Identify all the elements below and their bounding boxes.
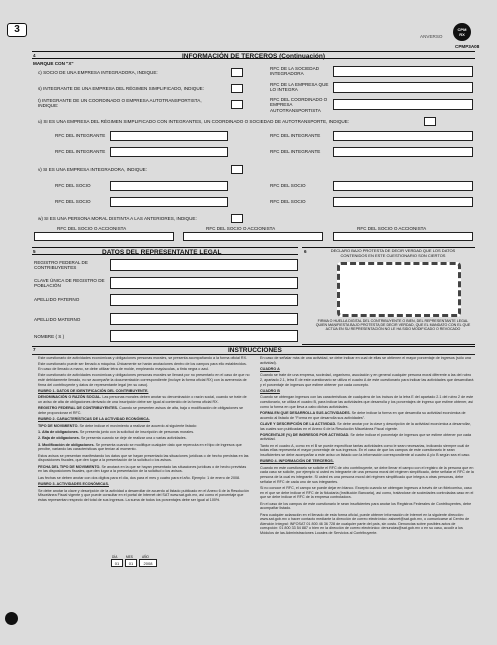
option-s-rfc-field[interactable] <box>333 82 473 93</box>
instruction-paragraph <box>260 513 474 536</box>
instruction-paragraph <box>260 422 474 431</box>
instruction-text: Se debe indicar el porcentaje de ingresos que se estime obtener por cada actividad. <box>260 432 472 442</box>
option-t-label: t) INTEGRANTE DE UN COORDINADO O EMPRESA AUTOTRANSPORTISTA, INDIQUE: <box>38 98 202 109</box>
instruction-paragraph <box>38 443 250 452</box>
instruction-paragraph <box>260 356 474 365</box>
option-c-right-label: RFC DE LA SOCIEDAD INTEGRADORA <box>270 66 320 77</box>
instruction-text: Se presenta cuando se deje de realizar una o varias actividades. <box>79 436 187 441</box>
instruction-paragraph <box>38 424 250 429</box>
instruction-text: Cuando se presenten avisos de alta, baja o modificación de obligaciones se debe proporcionar el RFC. <box>38 406 244 415</box>
instruction-text: Tanto en el cuadro A, como en el B se puede especificar tantas actividades como le sean necesarias, indicando siempre cuál de todas ellas representa el mayor porcentaje de sus ingresos. En el caso de que los campos de este cuestionario le sean insuficientes se debe acompañar a este aviso un listado con la información correspondiente al cuadro A y/o B según sea el caso. <box>260 443 471 458</box>
instruction-term: TIPO DE MOVIMIENTO. <box>38 423 79 428</box>
instruction-text: Las fechas se deben anotar con dos dígitos para el día, dos para el mes y cuatro para el año. Ejemplo: 1 de enero de 2008. <box>38 475 241 480</box>
instruction-text: Este cuestionario de actividades económicas y obligaciones personas morales se llenará por no presentarlo en el caso de que no esté debidamente llenado, no se acompañe la documentación correspondiente (incluye la forma oficial RX) con la avenencia de firma del contribuyente y datos de representante legal (en su caso). <box>38 373 250 387</box>
instructions-right-column <box>260 356 474 645</box>
instruction-term: DENOMINACIÓN O RAZÓN SOCIAL. <box>38 395 102 400</box>
rfc-socio-accionista-field-3[interactable] <box>333 232 473 241</box>
section7-rule <box>32 354 475 355</box>
option-u-label: u) SI ES UNA EMPRESA DEL RÉGIMEN SIMPLIFICADO CON INTEGRANTES, UN COORDINADO O SOCIEDAD DE AUTOTRANSPORTE, INDIQUE: <box>38 119 350 124</box>
instruction-text: Se anotará en la que se hayan presentado las situaciones jurídicas o de hecho previstas en las disposiciones fiscales, que den lugar a la presentación de la solicitud o los avisos. <box>38 464 247 474</box>
rep-nombre-label-visible: NOMBRE ( S ) <box>34 334 65 339</box>
rfc-integrante-field-3[interactable] <box>110 147 228 157</box>
instruction-text: Si no conoce el RFC, el campo se puede dejar en blanco. Excepto cuando se obtengan ingresos a través de un fideicomiso, caso en el que se debe indicar el RFC de la fiduciaria (Institución Bancaria), así como, tratándose de sociedades controladas caso en el que se debe indicar el RFC de la empresa controladora. <box>260 486 474 500</box>
instruction-heading: CUADRO B <box>260 388 280 393</box>
rfc-socio-field-2[interactable] <box>333 181 473 191</box>
rfc-integrante-field-1[interactable] <box>110 131 228 141</box>
instruction-term: CLAVE Y DESCRIPCIÓN DE LA ACTIVIDAD. <box>260 421 337 426</box>
rfc-integrante-label: RFC DEL INTEGRANTE <box>55 149 106 154</box>
rfc-socio-label: RFC DEL SOCIO <box>270 183 306 188</box>
instruction-text: Para cualquier aclaración en el llenado de esta forma oficial, puede obtener información de Internet en la siguiente dirección: www.sat.gob.mx o hacer contacto mediante la dirección de correo electrónico: asisnet@sat.gob.mx, o comunicarse al Centro de Atención Integral: INFOSAT 01 800 46 36 728 de cualquier parte del país, sin costo. Denuncias sobre posibles actos de corrupción: 01 800 33 54 887 o bien en la dirección de correo electrónico: denuncias@sat.gob.mx o en su caso, acudir a los Módulos de las Administraciones Locales de Servicios al Contribuyente. <box>260 512 470 535</box>
section6-number: 6 <box>304 249 307 254</box>
rep-curp-label: CLAVE ÚNICA DE REGISTRO DE POBLACIÓN <box>34 278 105 289</box>
form-code: CPMP3A08 <box>455 44 480 49</box>
mark-with-label: MARQUE CON "X" <box>33 61 74 66</box>
rfc-socio-accionista-label: RFC DEL SOCIO O ACCIONISTA <box>57 226 127 231</box>
form-badge <box>453 23 471 41</box>
page-number-box: 3 <box>7 23 27 37</box>
instruction-term: 1. Alta de obligaciones. <box>38 430 79 435</box>
badge-line2: RX <box>459 32 465 37</box>
rfc-socio-label: RFC DEL SOCIO <box>55 183 91 188</box>
section4-number: 4 <box>33 53 36 58</box>
option-s-checkbox[interactable] <box>231 84 243 93</box>
section5-header <box>32 247 298 255</box>
option-s-label: s) INTEGRANTE DE UNA EMPRESA DEL RÉGIMEN SIMPLIFICADO, INDIQUE: <box>38 86 204 91</box>
instructions-left-column <box>38 356 250 616</box>
instruction-text: En el caso de los campos de este cuestionario le sean insuficientes para anotar los Registros Federales de Contribuyentes, debe acompañar listado. <box>260 501 472 511</box>
instruction-paragraph <box>38 476 250 481</box>
instruction-heading: RUBRO 1. DATOS DE IDENTIFICACIÓN DEL CONTRIBUYENTE. <box>38 388 149 393</box>
anverso-label: ANVERSO <box>420 34 443 39</box>
instruction-paragraph <box>38 373 250 387</box>
date-dia-label: DÍA <box>112 555 118 559</box>
instruction-text: Estos avisos se presentan manifestando los datos que se hayan presentado las situaciones jurídicas o de hecho previstas en las disposiciones fiscales, que den lugar a la presentación de la solicitud o los avisos. <box>38 453 249 463</box>
instruction-text: Las personas morales deben anotar su denominación o razón social, cuando se trate de un aviso de alta de obligaciones derivado de una inscripción debe ser igual al contenido de la forma oficial RX. <box>38 395 247 404</box>
instruction-text: Este cuestionario puede ser llenado a máquina. Únicamente se harán anotaciones dentro de los campos para ello establecidos. En caso de llenado a mano, se debe utilizar letra de molde, empleando mayúsculas, a tinta negra o azul. <box>38 362 247 371</box>
rep-materno-field[interactable] <box>110 313 298 325</box>
instruction-paragraph <box>38 436 250 441</box>
section7-number: 7 <box>33 347 36 352</box>
section5-number: 5 <box>33 249 36 254</box>
instruction-paragraph <box>38 362 250 371</box>
rfc-socio-label: RFC DEL SOCIO <box>55 199 91 204</box>
instruction-paragraph <box>38 356 250 361</box>
registration-dot <box>5 612 18 625</box>
rep-curp-field[interactable] <box>110 277 298 289</box>
section7-title: INSTRUCCIONES <box>228 346 282 354</box>
instruction-paragraph <box>260 433 474 442</box>
rfc-integrante-label: RFC DEL INTEGRANTE <box>55 133 106 138</box>
option-c-rfc-field[interactable] <box>333 66 473 77</box>
instruction-term: REGISTRO FEDERAL DE CONTRIBUYENTES. <box>38 406 119 411</box>
instruction-paragraph <box>260 466 474 484</box>
instruction-paragraph <box>38 489 250 503</box>
section6-declaration: DECLARO BAJO PROTESTA DE DECIR VERDAD QUE LOS DATOS CONTENIDOS EN ESTE CUESTIONARIO SON CIERTOS <box>330 248 456 258</box>
instruction-paragraph <box>38 430 250 435</box>
section4-header <box>32 51 475 59</box>
instruction-paragraph <box>38 454 250 463</box>
option-v-checkbox[interactable] <box>231 165 243 174</box>
instruction-heading: RUBRO 2. CARACTERÍSTICAS DE LA ACTIVIDAD ECONÓMICA. <box>38 417 150 422</box>
date-dia-value: 01 <box>111 559 123 567</box>
rfc-socio-field-3[interactable] <box>110 197 228 207</box>
signature-area[interactable] <box>337 262 461 317</box>
instruction-term: 3. Modificación de obligaciones. <box>38 442 95 447</box>
instruction-paragraph <box>260 486 474 500</box>
option-w-label: w) SI ES UNA PERSONA MORAL DISTINTA A LAS ANTERIORES, INDIQUE: <box>38 216 197 221</box>
rfc-socio-label: RFC DEL SOCIO <box>270 199 306 204</box>
option-w-checkbox[interactable] <box>231 214 243 223</box>
instruction-term: FECHA DEL TIPO DE MOVIMIENTO. <box>38 464 101 469</box>
option-c-checkbox[interactable] <box>231 68 243 77</box>
rfc-socio-field-1[interactable] <box>110 181 228 191</box>
rep-materno-label: APELLIDO MATERNO <box>34 317 81 322</box>
date-anio-label: AÑO <box>142 555 149 559</box>
section4-title: INFORMACIÓN DE TERCEROS (Continuación) <box>182 52 325 60</box>
option-u-checkbox[interactable] <box>424 117 436 126</box>
instruction-text: Se presenta junto con la solicitud de inscripción de personas morales. <box>78 430 195 435</box>
instruction-term: PORCENTAJE (%) DE INGRESOS POR ACTIVIDAD. <box>260 432 350 437</box>
option-t-checkbox[interactable] <box>231 100 243 109</box>
rfc-socio-accionista-field-1[interactable] <box>34 232 174 241</box>
instruction-paragraph <box>260 502 474 511</box>
section5-title: DATOS DEL REPRESENTANTE LEGAL <box>102 248 222 256</box>
rep-paterno-field[interactable] <box>110 294 298 306</box>
date-mes-label: MES <box>126 555 133 559</box>
date-example <box>111 555 159 568</box>
instruction-paragraph <box>260 373 474 387</box>
option-v-label: v) SI ES UNA EMPRESA INTEGRADORA, INDIQUE: <box>38 167 147 172</box>
badge-line1: CPM <box>457 27 467 32</box>
instruction-term: 2. Baja de obligaciones. <box>38 436 80 441</box>
instruction-paragraph <box>38 406 250 415</box>
rep-paterno-label: APELLIDO PATERNO <box>34 297 80 302</box>
instruction-text: Cuando se obtengan ingresos con las características de cualquiera de los incisos de la letra E del apartado 2.1 del rubro 2 de este cuestionario, se utiliza el cuadro B, para indicar las actividades que desarrolla y los porcentajes de ingreso que estime obtener, así como la forma en que lleva a cabo dichas actividades. <box>260 395 474 409</box>
instruction-text: Se debe indicar el movimiento a realizar de acuerdo al siguiente listado: <box>78 423 197 428</box>
option-t-right-label: RFC DEL COORDINADO O EMPRESA AUTOTRANSPORTISTA <box>270 97 328 113</box>
option-s-right-label: RFC DE LA EMPRESA QUE LO INTEGRA <box>270 82 329 93</box>
instruction-text: Se debe anotar por la clave y descripción de la actividad económica a desarrollar, las cuales son publicadas en el Anexo 6 de la Resolución Miscelánea Fiscal vigente. <box>260 421 471 431</box>
rfc-socio-accionista-label: RFC DEL SOCIO O ACCIONISTA <box>206 226 276 231</box>
instruction-heading: RUBRO 3. ACTIVIDADES ECONÓMICAS. <box>38 482 109 487</box>
instruction-text: Se debe anotar la clave y descripción de la actividad a desarrollar de acuerdo al listado publicado en el Anexo 6 de la Resolución Miscelánea Fiscal vigente y que puede consultar en el portal de Internet del SAT www.sat.gob.mx, así como el porcentaje que éstas representan respecto del total de sus ingresos. La suma de todos los porcentajes debe ser igual al 100%. <box>38 488 249 502</box>
instruction-text: Este cuestionario de actividades económicas y obligaciones personas morales, se presenta acompañando a la forma oficial RX. <box>38 356 248 360</box>
rfc-socio-accionista-label: RFC DEL SOCIO O ACCIONISTA <box>357 226 427 231</box>
rep-nombre-field[interactable] <box>110 330 298 342</box>
instruction-paragraph <box>260 444 474 458</box>
section6-signature-note: FIRMA O HUELLA DIGITAL DEL CONTRIBUYENTE O BIEN, DEL REPRESENTANTE LEGAL QUIEN MANIFIESTA BAJO PROTESTA DE DECIR VERDAD, QUE EL MANDATO CON EL QUE ACTÚA EN SU REPRESENTACIÓN NO LE HA SIDO MODIFICADO O REVOCADO <box>315 319 471 332</box>
rfc-integrante-field-4[interactable] <box>333 147 473 157</box>
rep-rfc-field[interactable] <box>110 259 298 271</box>
instruction-paragraph <box>38 465 250 474</box>
rfc-integrante-label: RFC DEL INTEGRANTE <box>270 133 321 138</box>
rfc-integrante-label: RFC DEL INTEGRANTE <box>270 149 321 154</box>
instruction-heading: RUBRO 4. INFORMACIÓN DE TERCEROS. <box>260 459 334 464</box>
instruction-text: Se debe indicar la forma en que desarrolla su actividad económica de acuerdo al listado de "Forma en que desarrolla sus actividades". <box>260 410 466 420</box>
instruction-paragraph <box>260 395 474 409</box>
rfc-integrante-field-2[interactable] <box>333 131 473 141</box>
instruction-paragraph <box>260 411 474 420</box>
instruction-heading: CUADRO A <box>260 366 280 371</box>
instruction-text: Cuando se trate de una empresa, sociedad, organismo, asociación y en general cualquier persona moral diferente a las del rubro 2, apartado 2.1, letra E de este cuestionario se utiliza el cuadro A de este cuestionario para indicar las actividades que desarrollará y el porcentaje de ingresos que estime obtener por cada concepto. <box>260 373 474 387</box>
option-c-label: c) SOCIO DE UNA EMPRESA INTEGRADORA, INDIQUE: <box>38 70 158 75</box>
date-mes-value: 01 <box>125 559 137 567</box>
instruction-text: Cuando en este cuestionario se solicite el RFC de otro contribuyente, se debe llenar el campo con el registro de la persona que en cada caso se solicite, por ejemplo si usted es integrante de una persona moral del régimen simplificado, debe señalar el RFC de la persona de la cual es integrante. Si usted es una persona moral del régimen simplificado que integra a otras personas, debe señalar el RFC de cada uno de sus integrantes. <box>260 465 474 484</box>
rfc-socio-field-4[interactable] <box>333 197 473 207</box>
rfc-socio-accionista-field-2[interactable] <box>183 232 323 241</box>
instruction-text: Se presenta cuando se modifique cualquier dato que repercuta en el tipo de ingresos que percibe, variando las características que tenían al momento. <box>38 442 242 452</box>
instruction-term: FORMA EN QUE DESARROLLA SUS ACTIVIDADES. <box>260 410 351 415</box>
option-t-rfc-field[interactable] <box>333 99 473 110</box>
date-anio-value: 2008 <box>139 559 157 567</box>
instruction-text: En caso de señalar más de una actividad, se debe indicar en cual de ellas se obtienen el mayor porcentaje de ingresos (sólo una actividad). <box>260 356 471 365</box>
rep-rfc-label: REGISTRO FEDERAL DE CONTRIBUYENTES <box>34 260 88 271</box>
instruction-paragraph <box>38 395 250 404</box>
